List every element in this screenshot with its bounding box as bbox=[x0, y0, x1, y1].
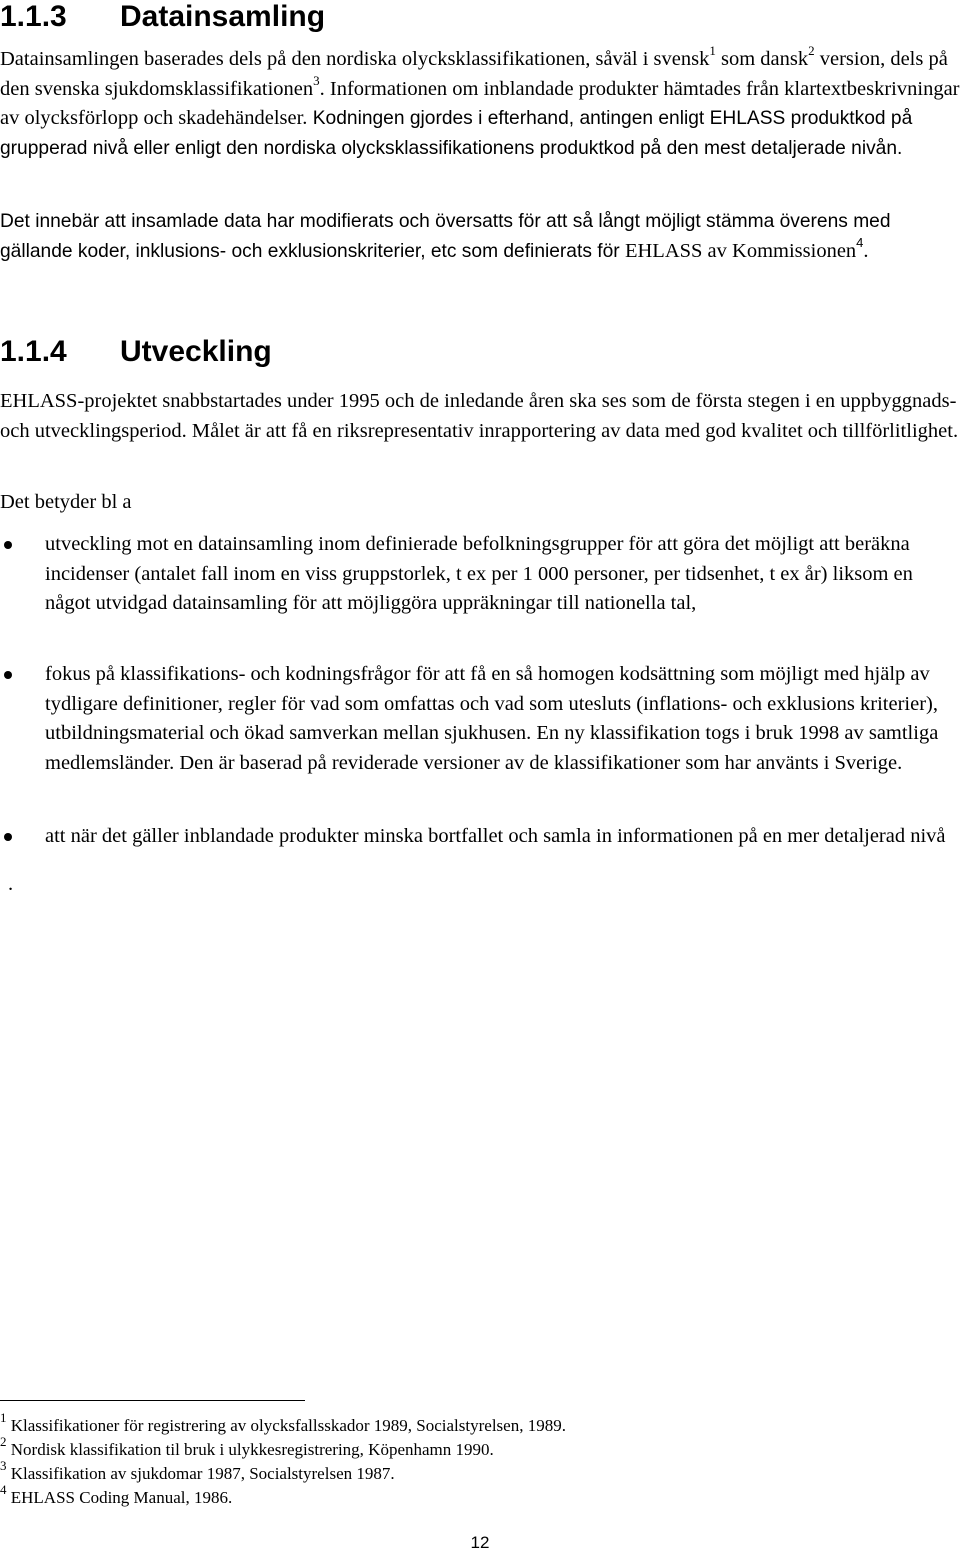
paragraph-text: . bbox=[863, 239, 869, 262]
paragraph-text: . Informationen om inblandade produkter hämtades från klartextbeskrivningar av olycksförlopp och skadehändelser. bbox=[0, 77, 960, 129]
footnote-number: 3 bbox=[0, 1458, 7, 1474]
page-number: 12 bbox=[470, 1533, 490, 1552]
footnote-number: 4 bbox=[0, 1482, 7, 1498]
section-number: 1.1.3 bbox=[0, 0, 67, 33]
section-heading-1-1-3 bbox=[0, 0, 325, 34]
stray-period: . bbox=[8, 873, 14, 895]
bullet-icon bbox=[4, 671, 12, 679]
section-title: Utveckling bbox=[120, 335, 272, 368]
paragraph-text: Det innebär att insamlade data har modifierats och översatts för att så långt möjligt stämma överens med gällande koder, inklusions- och exklusionskriterier, etc som definierats för bbox=[0, 211, 891, 262]
footnote-1 bbox=[0, 1410, 566, 1438]
footnote-text: Nordisk klassifikation til bruk i ulykkesregistrering, Köpenhamn 1990. bbox=[10, 1440, 494, 1459]
footnote-ref: 4 bbox=[856, 235, 864, 251]
section-title: Datainsamling bbox=[120, 0, 326, 33]
footnote-divider bbox=[0, 1400, 305, 1401]
footnote-ref: 3 bbox=[313, 72, 320, 88]
paragraph-text: som dansk bbox=[715, 48, 809, 70]
footnote-4 bbox=[0, 1482, 233, 1510]
footnote-ref: 1 bbox=[709, 43, 716, 59]
footnote-text: Klassifikationer för registrering av olycksfallsskador 1989, Socialstyrelsen, 1989. bbox=[10, 1416, 566, 1435]
footnote-number: 1 bbox=[0, 1410, 7, 1426]
section-number: 1.1.4 bbox=[0, 335, 67, 368]
bullet-text: att när det gäller inblandade produkter minska bortfallet och samla in informationen på en mer detaljerad nivå bbox=[45, 825, 946, 847]
paragraph-text: EHLASS av Kommissionen bbox=[624, 239, 857, 262]
footnote-2 bbox=[0, 1434, 494, 1462]
section-heading-1-1-4 bbox=[0, 335, 272, 369]
bullet-icon bbox=[4, 541, 12, 549]
paragraph-text: Kodningen gjordes i efterhand, antingen enligt EHLASS produktkod på grupperad nivå eller enligt den nordiska olycksklassifikationens produktkod på den mest detaljerade nivån. bbox=[0, 108, 913, 159]
footnote-3 bbox=[0, 1458, 395, 1486]
paragraph-ehlass-projektet: EHLASS-projektet snabbstartades under 1995 och de inledande åren ska ses som de första stegen i en uppbyggnads- och utvecklingsperiod. Målet är att få en riksrepresentativ inrapportering av data med god kvalitet och tillförlitlighet. bbox=[0, 390, 959, 442]
bullet-icon bbox=[4, 833, 12, 841]
footnote-text: EHLASS Coding Manual, 1986. bbox=[10, 1488, 233, 1507]
paragraph-datainsamling bbox=[0, 45, 960, 163]
footnote-ref: 2 bbox=[808, 43, 815, 59]
paragraph-text: Datainsamlingen baserades dels på den nordiska olycksklassifikationen, såväl i svensk bbox=[0, 48, 710, 70]
paragraph-det-innebar bbox=[0, 207, 960, 266]
bullet-text: fokus på klassifikations- och kodningsfrågor för att få en så homogen kodsättning som möjligt med hjälp av tydligare definitioner, regler för vad som omfattas och vad som utesluts (inflations- och exklusions kriterier), utbildningsmaterial och ökad samverkan mellan sjukhusen. En ny klassifikation togs i bruk 1998 av samtliga medlemsländer. Den är baserad på reviderade versioner av de klassifikationer som har använts i Sverige. bbox=[45, 663, 939, 774]
footnote-number: 2 bbox=[0, 1434, 7, 1450]
bullet-text: utveckling mot en datainsamling inom definierade befolkningsgrupper för att göra det möjligt att beräkna incidenser (antalet fall inom en viss gruppstorlek, t ex per 1 000 personer, per tidsenhet, t ex år) liksom en något utvidgad datainsamling för att möjliggöra uppräkningar till nationella tal, bbox=[45, 533, 913, 614]
footnote-text: Klassifikation av sjukdomar 1987, Socialstyrelsen 1987. bbox=[10, 1464, 395, 1483]
paragraph-text: version, dels på den svenska sjukdomsklassifikationen bbox=[0, 48, 948, 100]
paragraph-det-betyder: Det betyder bl a bbox=[0, 491, 132, 513]
